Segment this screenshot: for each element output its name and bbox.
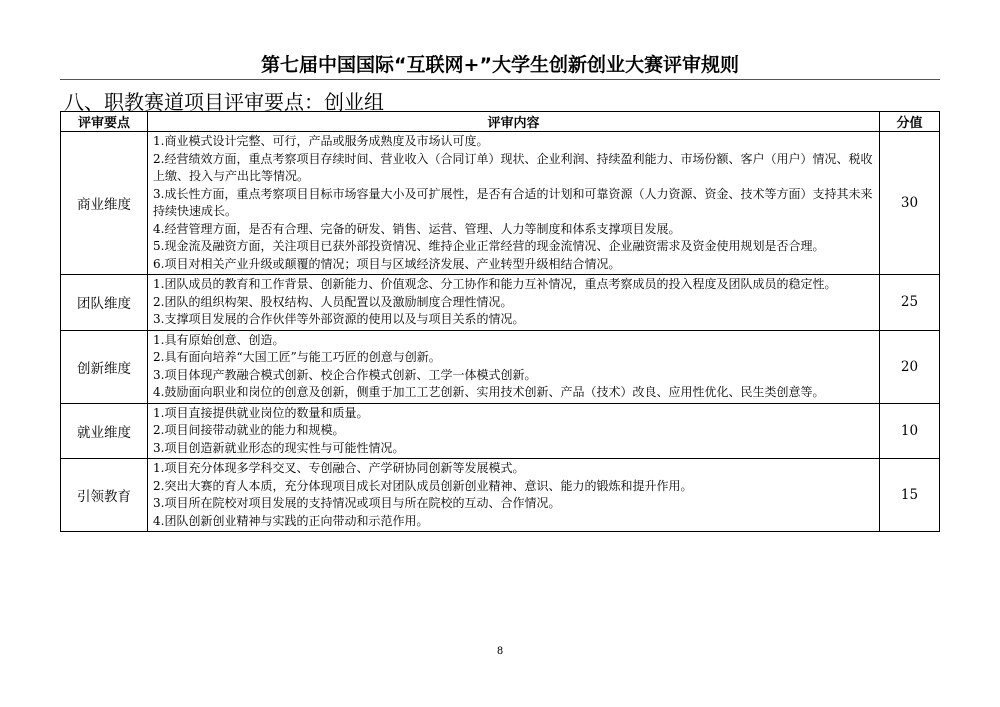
header-score: 分值 (880, 112, 940, 132)
criteria-item: 4.经营管理方面，是否有合理、完备的研发、销售、运营、管理、人力等制度和体系支撑项目发展。 (153, 221, 681, 236)
score-cell: 20 (880, 330, 940, 403)
criteria-item: 2.突出大赛的育人本质，充分体现项目成长对团队成员创新创业精神、意识、能力的锻炼和提升作用。 (153, 478, 693, 493)
criteria-item: 3.项目创造新就业形态的现实性与可能性情况。 (153, 440, 405, 455)
criteria-item: 5.现金流及融资方面，关注项目已获外部投资情况、维持企业正常经营的现金流情况、企业融资需求及资金使用规划是否合理。 (153, 239, 825, 253)
content-cell (148, 459, 880, 532)
header-content: 评审内容 (148, 112, 880, 132)
score-cell: 25 (880, 275, 940, 331)
document-title: 第七届中国国际“互联网+”大学生创新创业大赛评审规则 (261, 54, 739, 76)
criteria-item: 1.项目充分体现多学科交叉、专创融合、产学研协同创新等发展模式。 (153, 461, 525, 475)
criteria-item: 3.项目体现产教融合模式创新、校企合作模式创新、工学一体模式创新。 (153, 367, 537, 382)
criteria-item: 4.团队创新创业精神与实践的正向带动和示范作用。 (153, 513, 429, 528)
table-row (61, 459, 940, 532)
criteria-item: 1.团队成员的教育和工作背景、创新能力、价值观念、分工协作和能力互补情况，重点考察成员的投入程度及团队成员的稳定性。 (153, 277, 837, 291)
criteria-item: 1.项目直接提供就业岗位的数量和质量。 (153, 405, 369, 420)
dimension-cell: 商业维度 (61, 132, 148, 275)
table-header-row (61, 112, 940, 132)
section-heading: 八、职教赛道项目评审要点：创业组 (64, 90, 384, 114)
criteria-item: 2.团队的组织构架、股权结构、人员配置以及激励制度合理性情况。 (153, 294, 513, 309)
criteria-item: 2.项目间接带动就业的能力和规模。 (153, 423, 345, 437)
dimension-cell: 就业维度 (61, 403, 148, 459)
criteria-item: 3.成长性方面，重点考察项目目标市场容量大小及可扩展性，是否有合适的计划和可靠资源（人力资源、资金、技术等方面）支持其未来持续快速成长。 (153, 186, 873, 218)
criteria-item: 2.经营绩效方面，重点考察项目存续时间、营业收入（合同订单）现状、企业利润、持续盈利能力、市场份额、客户（用户）情况、税收上缴、投入与产出比等情况。 (153, 151, 873, 183)
title-underline (60, 79, 940, 80)
content-cell (148, 330, 880, 403)
evaluation-criteria-table (60, 111, 940, 532)
score-cell: 15 (880, 459, 940, 532)
criteria-item: 6.项目对相关产业升级或颠覆的情况；项目与区域经济发展、产业转型升级相结合情况。 (153, 256, 621, 271)
table-row (61, 330, 940, 403)
criteria-item: 4.鼓励面向职业和岗位的创意及创新，侧重于加工工艺创新、实用技术创新、产品（技术）改良、应用性优化、民生类创意等。 (153, 385, 825, 399)
criteria-item: 3.支撑项目发展的合作伙伴等外部资源的使用以及与项目关系的情况。 (153, 312, 525, 326)
criteria-item: 1.商业模式设计完整、可行，产品或服务成熟度及市场认可度。 (153, 134, 489, 148)
header-dimension: 评审要点 (61, 112, 148, 132)
criteria-item: 1.具有原始创意、创造。 (153, 332, 285, 347)
dimension-cell: 创新维度 (61, 330, 148, 403)
dimension-cell: 团队维度 (61, 275, 148, 331)
page-number: 8 (496, 646, 504, 657)
content-cell (148, 403, 880, 459)
content-cell (148, 275, 880, 331)
table-row (61, 403, 940, 459)
table-row (61, 132, 940, 275)
score-cell: 10 (880, 403, 940, 459)
table-row (61, 275, 940, 331)
dimension-cell: 引领教育 (61, 459, 148, 532)
score-cell: 30 (880, 132, 940, 275)
content-cell (148, 132, 880, 275)
criteria-item: 3.项目所在院校对项目发展的支持情况或项目与所在院校的互动、合作情况。 (153, 496, 561, 510)
criteria-item: 2.具有面向培养“大国工匠”与能工巧匠的创意与创新。 (153, 350, 441, 364)
